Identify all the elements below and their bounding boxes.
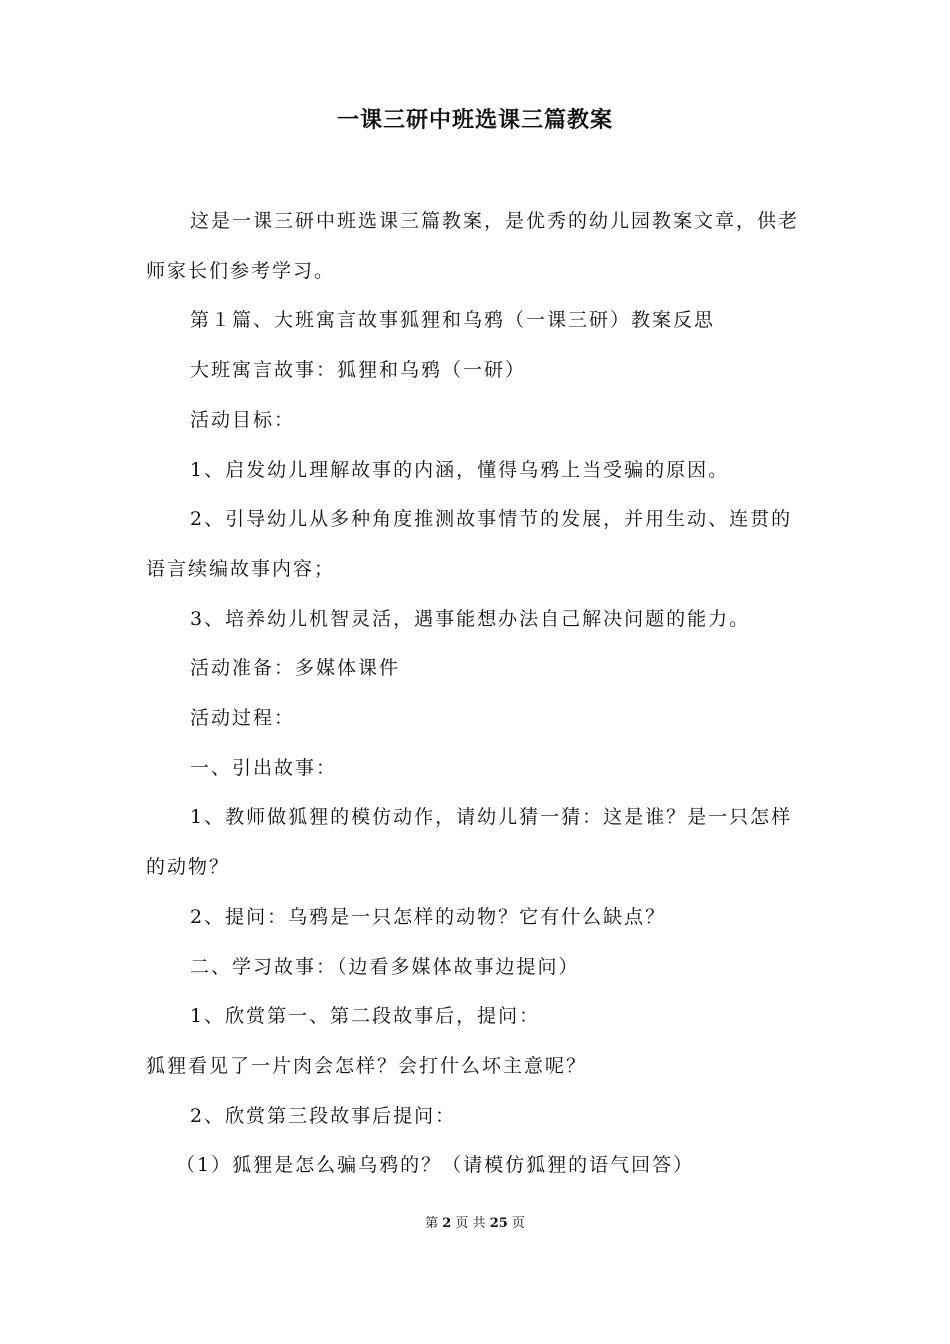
- goal-item: 3、培养幼儿机智灵活，遇事能想办法自己解决问题的能力。: [190, 607, 751, 630]
- footer-prefix: 第: [425, 1216, 439, 1231]
- preparation-line: 活动准备：多媒体课件: [190, 657, 401, 680]
- goal-item: 2、引导幼儿从多种角度推测故事情节的发展，并用生动、连贯的语言续编故事内容；: [146, 508, 793, 580]
- intro-paragraph: 这是一课三研中班选课三篇教案，是优秀的幼儿园教案文章，供老师家长们参考学习。: [146, 210, 800, 282]
- step-item: 1、教师做狐狸的模仿动作，请幼儿猜一猜：这是谁？是一只怎样的动物？: [146, 806, 793, 879]
- step-item: 2、提问：乌鸦是一只怎样的动物？它有什么缺点？: [190, 905, 667, 928]
- question-line: （1）狐狸是怎么骗乌鸦的？（请模仿狐狸的语气回答）: [176, 1154, 695, 1177]
- page-footer: [0, 1214, 950, 1234]
- step-item: 1、欣赏第一、第二段故事后，提问：: [190, 1005, 541, 1028]
- goals-heading: 活动目标：: [190, 408, 296, 431]
- lesson-title: 大班寓言故事：狐狸和乌鸦（一研）: [190, 359, 527, 382]
- footer-middle: 页 共: [455, 1216, 486, 1231]
- footer-suffix: 页: [511, 1216, 525, 1231]
- question-line: 狐狸看见了一片肉会怎样？会打什么坏主意呢？: [146, 1054, 588, 1077]
- step-heading: 一、引出故事：: [190, 756, 338, 779]
- step-item: 2、欣赏第三段故事后提问：: [190, 1104, 457, 1127]
- current-page-number: 2: [442, 1216, 452, 1231]
- process-heading: 活动过程：: [190, 707, 296, 730]
- document-body: [146, 197, 812, 1191]
- goal-item: 1、启发幼儿理解故事的内涵，懂得乌鸦上当受骗的原因。: [190, 458, 730, 481]
- total-page-number: 25: [489, 1216, 508, 1231]
- step-heading: 二、学习故事：（边看多媒体故事边提问）: [190, 955, 580, 978]
- section-heading: 第１篇、大班寓言故事狐狸和乌鸦（一课三研）教案反思: [190, 309, 716, 332]
- document-title: 一课三研中班选课三篇教案: [336, 107, 613, 133]
